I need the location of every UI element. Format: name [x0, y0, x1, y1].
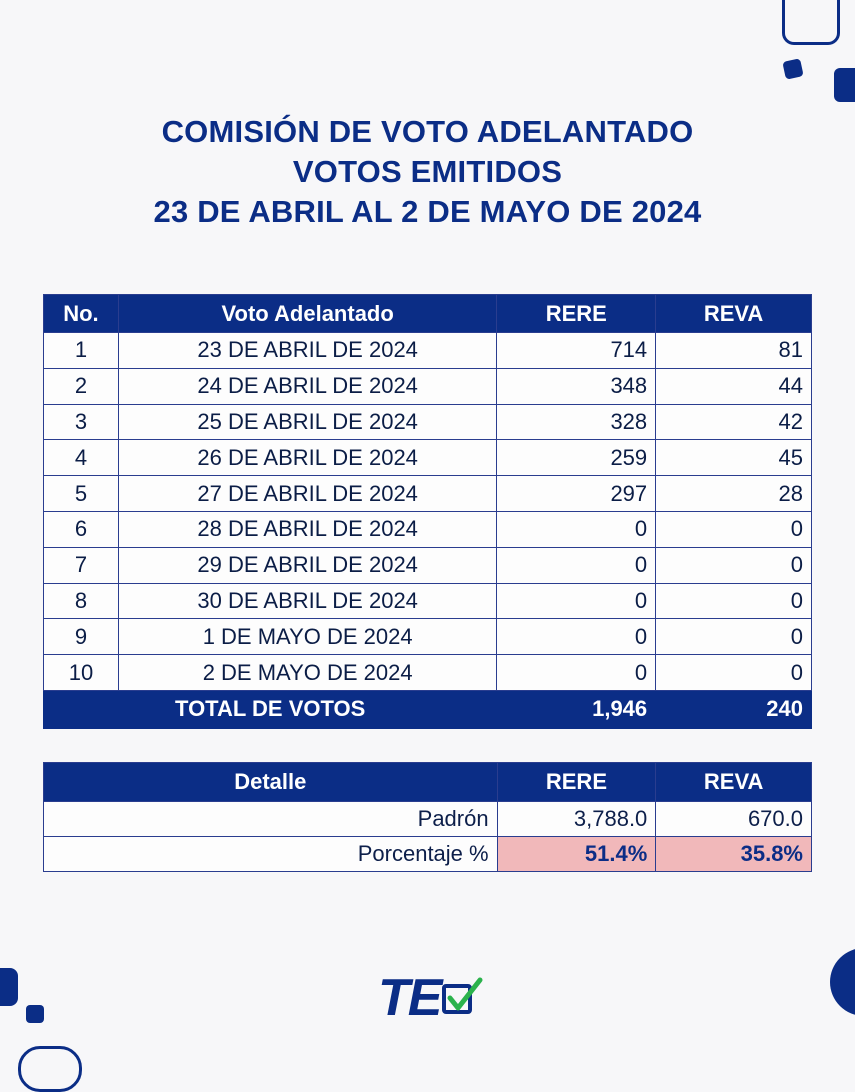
table-row [44, 368, 812, 404]
total-rere: 1,946 [497, 690, 656, 728]
cell-reva: 0 [656, 547, 812, 583]
title-line-1: COMISIÓN DE VOTO ADELANTADO [161, 114, 694, 149]
header-voto-adelantado: Voto Adelantado [118, 295, 496, 333]
detail-header-row [44, 763, 812, 802]
cell-date: 29 DE ABRIL DE 2024 [118, 547, 496, 583]
cell-reva: 42 [656, 404, 812, 440]
cell-date: 23 DE ABRIL DE 2024 [118, 333, 496, 369]
porcentaje-row [44, 837, 812, 872]
bottom-left-dot [26, 1005, 44, 1023]
cell-no: 9 [44, 619, 119, 655]
cell-no: 4 [44, 440, 119, 476]
header-reva: REVA [656, 763, 812, 802]
table-row [44, 476, 812, 512]
corner-outline-shape [782, 0, 840, 45]
table-row [44, 333, 812, 369]
padron-reva: 670.0 [656, 802, 812, 837]
header-rere: RERE [497, 295, 656, 333]
total-row [44, 690, 812, 728]
cell-date: 26 DE ABRIL DE 2024 [118, 440, 496, 476]
cell-no: 3 [44, 404, 119, 440]
cell-rere: 328 [497, 404, 656, 440]
table-row [44, 583, 812, 619]
cell-date: 24 DE ABRIL DE 2024 [118, 368, 496, 404]
cell-rere: 0 [497, 655, 656, 691]
bottom-left-shape [0, 968, 18, 1006]
cell-date: 1 DE MAYO DE 2024 [118, 619, 496, 655]
table-row [44, 511, 812, 547]
detail-table [43, 762, 812, 872]
table-row [44, 547, 812, 583]
header-reva: REVA [656, 295, 812, 333]
title-line-3: 23 DE ABRIL AL 2 DE MAYO DE 2024 [153, 194, 702, 229]
cell-date: 30 DE ABRIL DE 2024 [118, 583, 496, 619]
cell-no: 8 [44, 583, 119, 619]
table-row [44, 655, 812, 691]
cell-reva: 28 [656, 476, 812, 512]
porcentaje-label: Porcentaje % [44, 837, 498, 872]
corner-square-small [782, 58, 803, 79]
cell-reva: 0 [656, 583, 812, 619]
cell-rere: 0 [497, 583, 656, 619]
cell-no: 10 [44, 655, 119, 691]
porcentaje-reva: 35.8% [656, 837, 812, 872]
cell-rere: 259 [497, 440, 656, 476]
table-row [44, 404, 812, 440]
bottom-right-shape [830, 948, 855, 1016]
cell-no: 1 [44, 333, 119, 369]
total-label: TOTAL DE VOTOS [44, 690, 497, 728]
padron-row [44, 802, 812, 837]
cell-date: 27 DE ABRIL DE 2024 [118, 476, 496, 512]
cell-no: 5 [44, 476, 119, 512]
header-rere: RERE [497, 763, 656, 802]
cell-reva: 0 [656, 511, 812, 547]
cell-no: 2 [44, 368, 119, 404]
cell-rere: 0 [497, 547, 656, 583]
cell-date: 28 DE ABRIL DE 2024 [118, 511, 496, 547]
cell-rere: 297 [497, 476, 656, 512]
cell-reva: 0 [656, 655, 812, 691]
header-detalle: Detalle [44, 763, 498, 802]
cell-rere: 348 [497, 368, 656, 404]
header-no: No. [44, 295, 119, 333]
table-row [44, 619, 812, 655]
corner-square-large [834, 68, 855, 102]
bottom-left-arc [18, 1046, 82, 1092]
logo-text: TE [378, 969, 441, 1027]
cell-reva: 81 [656, 333, 812, 369]
table-row [44, 440, 812, 476]
cell-date: 25 DE ABRIL DE 2024 [118, 404, 496, 440]
title-line-2: VOTOS EMITIDOS [292, 154, 563, 189]
cell-rere: 0 [497, 619, 656, 655]
padron-label: Padrón [44, 802, 498, 837]
votes-table [43, 294, 812, 729]
checkbox-check-icon [440, 976, 488, 1020]
padron-rere: 3,788.0 [497, 802, 656, 837]
cell-no: 6 [44, 511, 119, 547]
cell-date: 2 DE MAYO DE 2024 [118, 655, 496, 691]
cell-reva: 45 [656, 440, 812, 476]
cell-reva: 44 [656, 368, 812, 404]
cell-no: 7 [44, 547, 119, 583]
cell-rere: 0 [497, 511, 656, 547]
porcentaje-rere: 51.4% [497, 837, 656, 872]
te-logo [378, 968, 488, 1028]
cell-rere: 714 [497, 333, 656, 369]
total-reva: 240 [656, 690, 812, 728]
cell-reva: 0 [656, 619, 812, 655]
page-title [0, 112, 855, 232]
votes-header-row [44, 295, 812, 333]
